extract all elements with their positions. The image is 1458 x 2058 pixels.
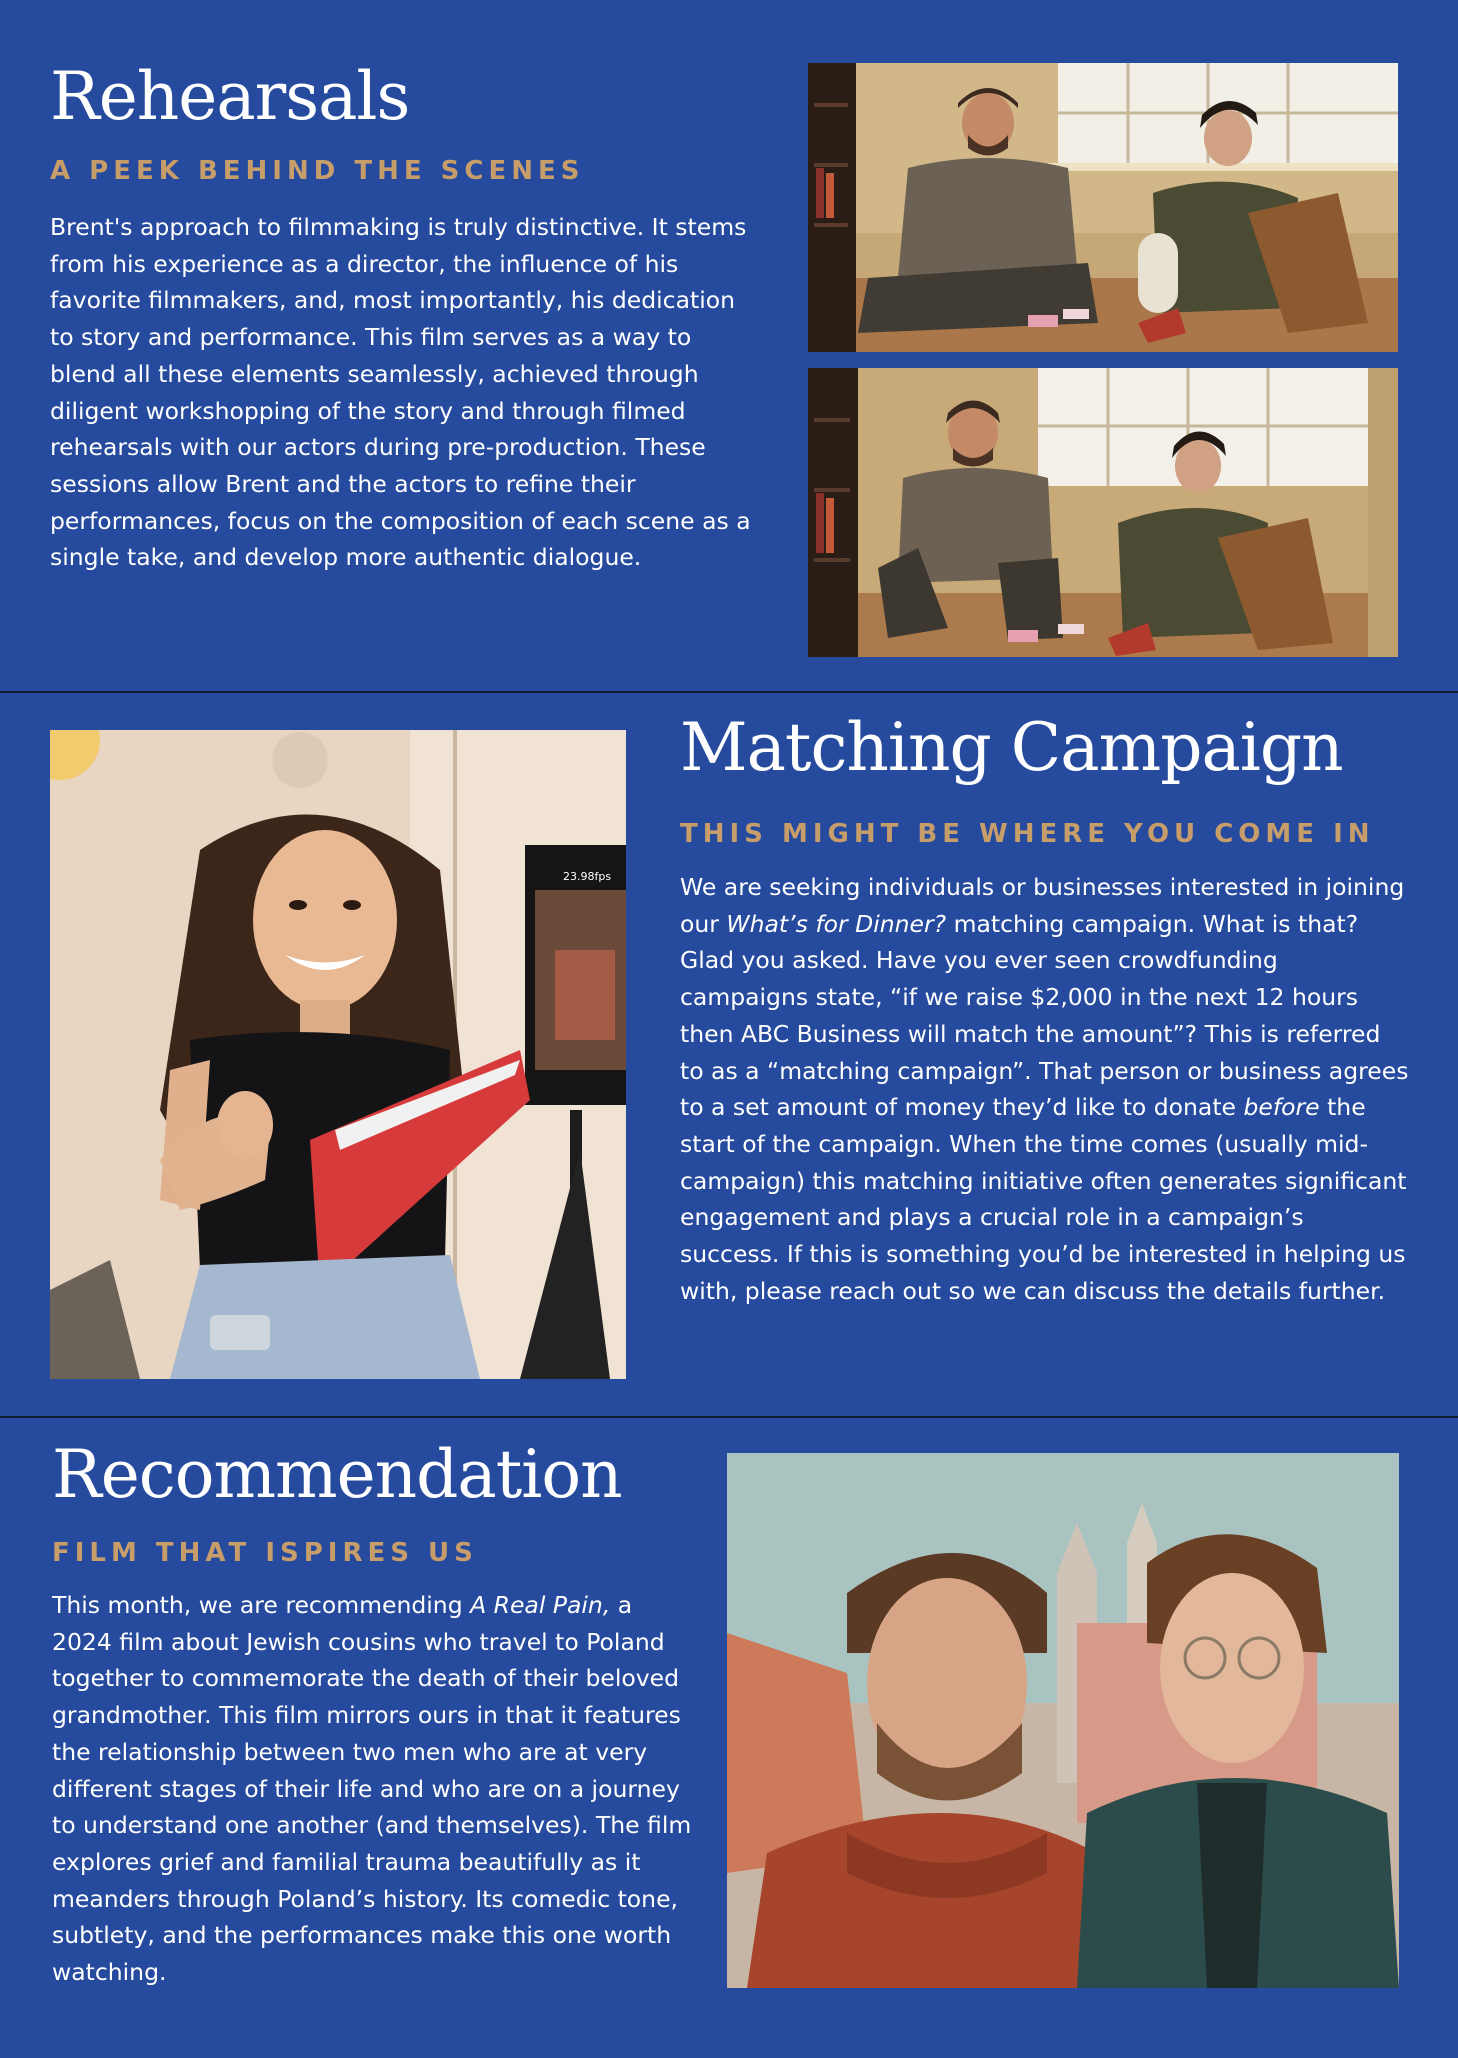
recommendation-body-part-2: a 2024 film about Jewish cousins who travel to Poland together to commemorate the death of their beloved grandmother. This film mirrors ours in that it features the relationship between two men who are at very different stages of their life and who are on a journey to understand one another (and themselves). The film explores grief and familial trauma beautifully as it meanders through Poland’s history. Its comedic tone, subtlety, and the performances make this one worth watching. [52, 1591, 692, 1987]
crew-photo [50, 730, 626, 1379]
matching-body-film-title: What’s for Dinner? [726, 909, 947, 938]
rehearsal-photo-2 [808, 368, 1398, 657]
film-still-photo [727, 1453, 1399, 1988]
rehearsals-subtitle: A PEEK BEHIND THE SCENES [50, 156, 585, 186]
rehearsals-body: Brent's approach to filmmaking is truly distinctive. It stems from his experience as a director, the influence of his favorite filmmakers, and, most importantly, his dedication to story and performance. This film serves as a way to blend all these elements seamlessly, achieved through diligent workshopping of the story and through filmed rehearsals with our actors during pre-production. These sessions allow Brent and the actors to refine their performances, focus on the composition of each scene as a single take, and develop more authentic dialogue. [50, 213, 751, 572]
matching-body [680, 869, 1410, 1309]
monitor-fps-readout: 23.98fps [563, 870, 612, 883]
matching-title: Matching Campaign [680, 709, 1343, 786]
matching-body-before: before [1243, 1093, 1320, 1122]
recommendation-body-part-1: This month, we are recommending [52, 1591, 471, 1619]
matching-campaign-section [0, 693, 1458, 1416]
matching-body-part-3: the start of the campaign. When the time comes (usually mid-campaign) this matching initiative often generates significant engagement and plays a crucial role in a campaign’s success. If this is something you’d be interested in helping us with, please reach out so we can discuss the details further. [680, 1093, 1407, 1305]
matching-subtitle: THIS MIGHT BE WHERE YOU COME IN [680, 819, 1375, 849]
recommendation-section [0, 1418, 1458, 2058]
matching-body-part-2: matching campaign. What is that? Glad you asked. Have you ever seen crowdfunding campaigns state, “if we raise $2,000 in the next 12 hours then ABC Business will match the amount”? This is referred to as a “matching campaign”. That person or business agrees to a set amount of money they’d like to donate [680, 909, 1409, 1122]
matching-body-part-1: We are seeking individuals or businesses interested in joining our [680, 873, 1405, 938]
rehearsal-photo-1 [808, 63, 1398, 352]
recommendation-subtitle: FILM THAT ISPIRES US [52, 1538, 478, 1568]
recommendation-body [52, 1587, 692, 1991]
rehearsals-title: Rehearsals [50, 58, 410, 135]
rehearsals-section [0, 0, 1458, 692]
recommendation-title: Recommendation [52, 1436, 622, 1513]
recommendation-body-film-title: A Real Pain, [470, 1591, 611, 1619]
